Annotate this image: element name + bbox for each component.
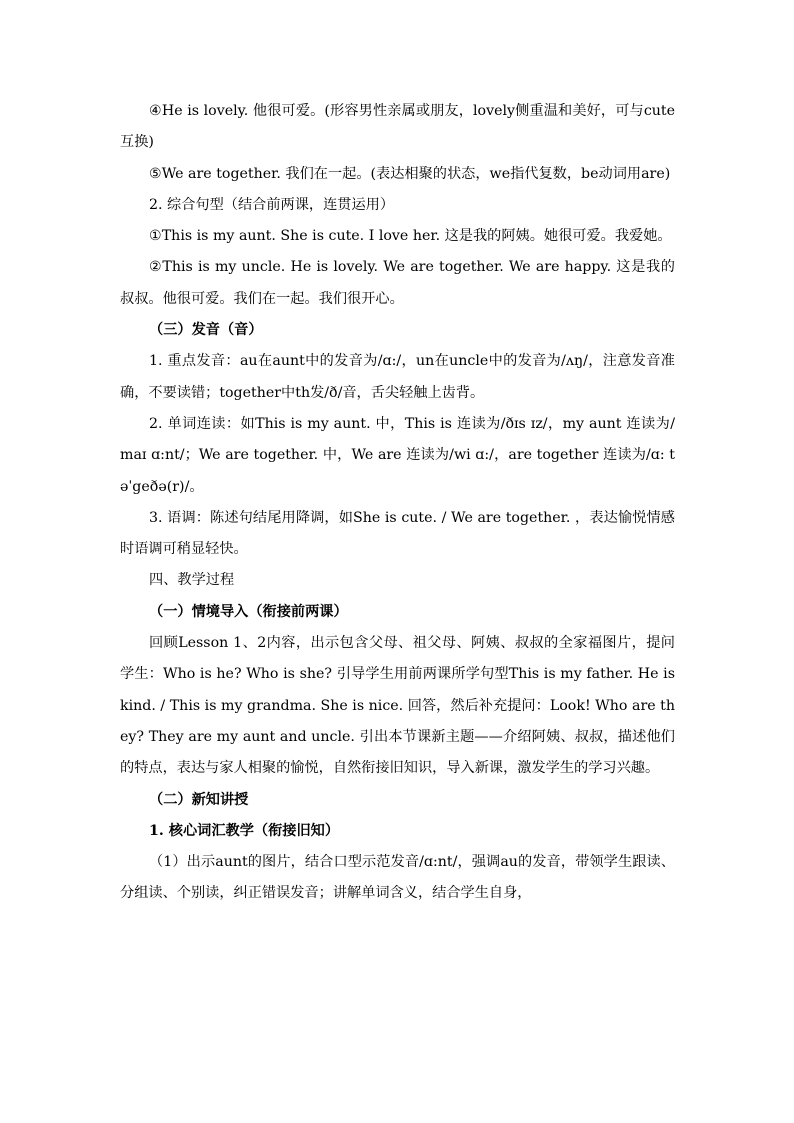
document-body xyxy=(120,96,675,910)
paragraph-together-sentence: ⑤We are together. 我们在一起。(表达相聚的状态，we指代复数，be动词用are) xyxy=(149,165,671,182)
paragraph-intonation: 3. 语调：陈述句结尾用降调，如She is cute. / We are together. ，表达愉悦情感时语调可稍显轻快。 xyxy=(120,509,675,558)
paragraph-review-lessons: 回顾Lesson 1、2内容，出示包含父母、祖父母、阿姨、叔叔的全家福图片，提问学生：Who is he? Who is she? 引导学生用前两课所学句型This is my father. He is kind. / This is my grandma. She is nice. 回答，然后补充提问：Look! Who are they? They are my aunt and uncle. 引出本节课新主题——介绍阿姨、叔叔，描述他们的特点，表达与家人相聚的愉悦，自然衔接旧知识，导入新课，激发学生的学习兴趣。 xyxy=(120,635,675,777)
heading-core-vocabulary: 1. 核心词汇教学（衔接旧知） xyxy=(149,822,340,839)
heading-combined-sentences: 2. 综合句型（结合前两课，连贯运用） xyxy=(149,196,395,213)
paragraph-linking: 2. 单词连读：如This is my aunt. 中，This is 连读为/ðɪs ɪz/，my aunt 连读为/maɪ ɑ:nt/；We are together. 中，We are 连读为/wi ɑ:/，are together 连读为/ɑ: təˈgeðə(r)/。 xyxy=(120,415,675,495)
paragraph-key-pronunciation: 1. 重点发音：au在aunt中的发音为/ɑ:/，un在uncle中的发音为/ʌŋ/，注意发音准确，不要读错；together中th发/ð/音，舌尖轻触上齿背。 xyxy=(120,353,675,401)
heading-situation-intro: （一）情境导入（衔接前两课） xyxy=(149,603,348,620)
paragraph-lovely-sentence: ④He is lovely. 他很可爱。(形容男性亲属或朋友，lovely侧重温和美好，可与cute互换) xyxy=(120,103,675,151)
heading-pronunciation: （三）发音（音） xyxy=(149,322,263,339)
heading-teaching-process: 四、教学过程 xyxy=(149,572,235,589)
heading-new-knowledge: （二）新知讲授 xyxy=(149,791,249,808)
paragraph-aunt-picture: （1）出示aunt的图片，结合口型示范发音/ɑ:nt/，强调au的发音，带领学生跟读、分组读、个别读，纠正错误发音；讲解单词含义，结合学生自身， xyxy=(120,854,675,902)
paragraph-uncle-example: ②This is my uncle. He is lovely. We are together. We are happy. 这是我的叔叔。他很可爱。我们在一起。我们很开心。 xyxy=(120,259,675,307)
paragraph-aunt-example: ①This is my aunt. She is cute. I love her. 这是我的阿姨。她很可爱。我爱她。 xyxy=(149,228,672,245)
